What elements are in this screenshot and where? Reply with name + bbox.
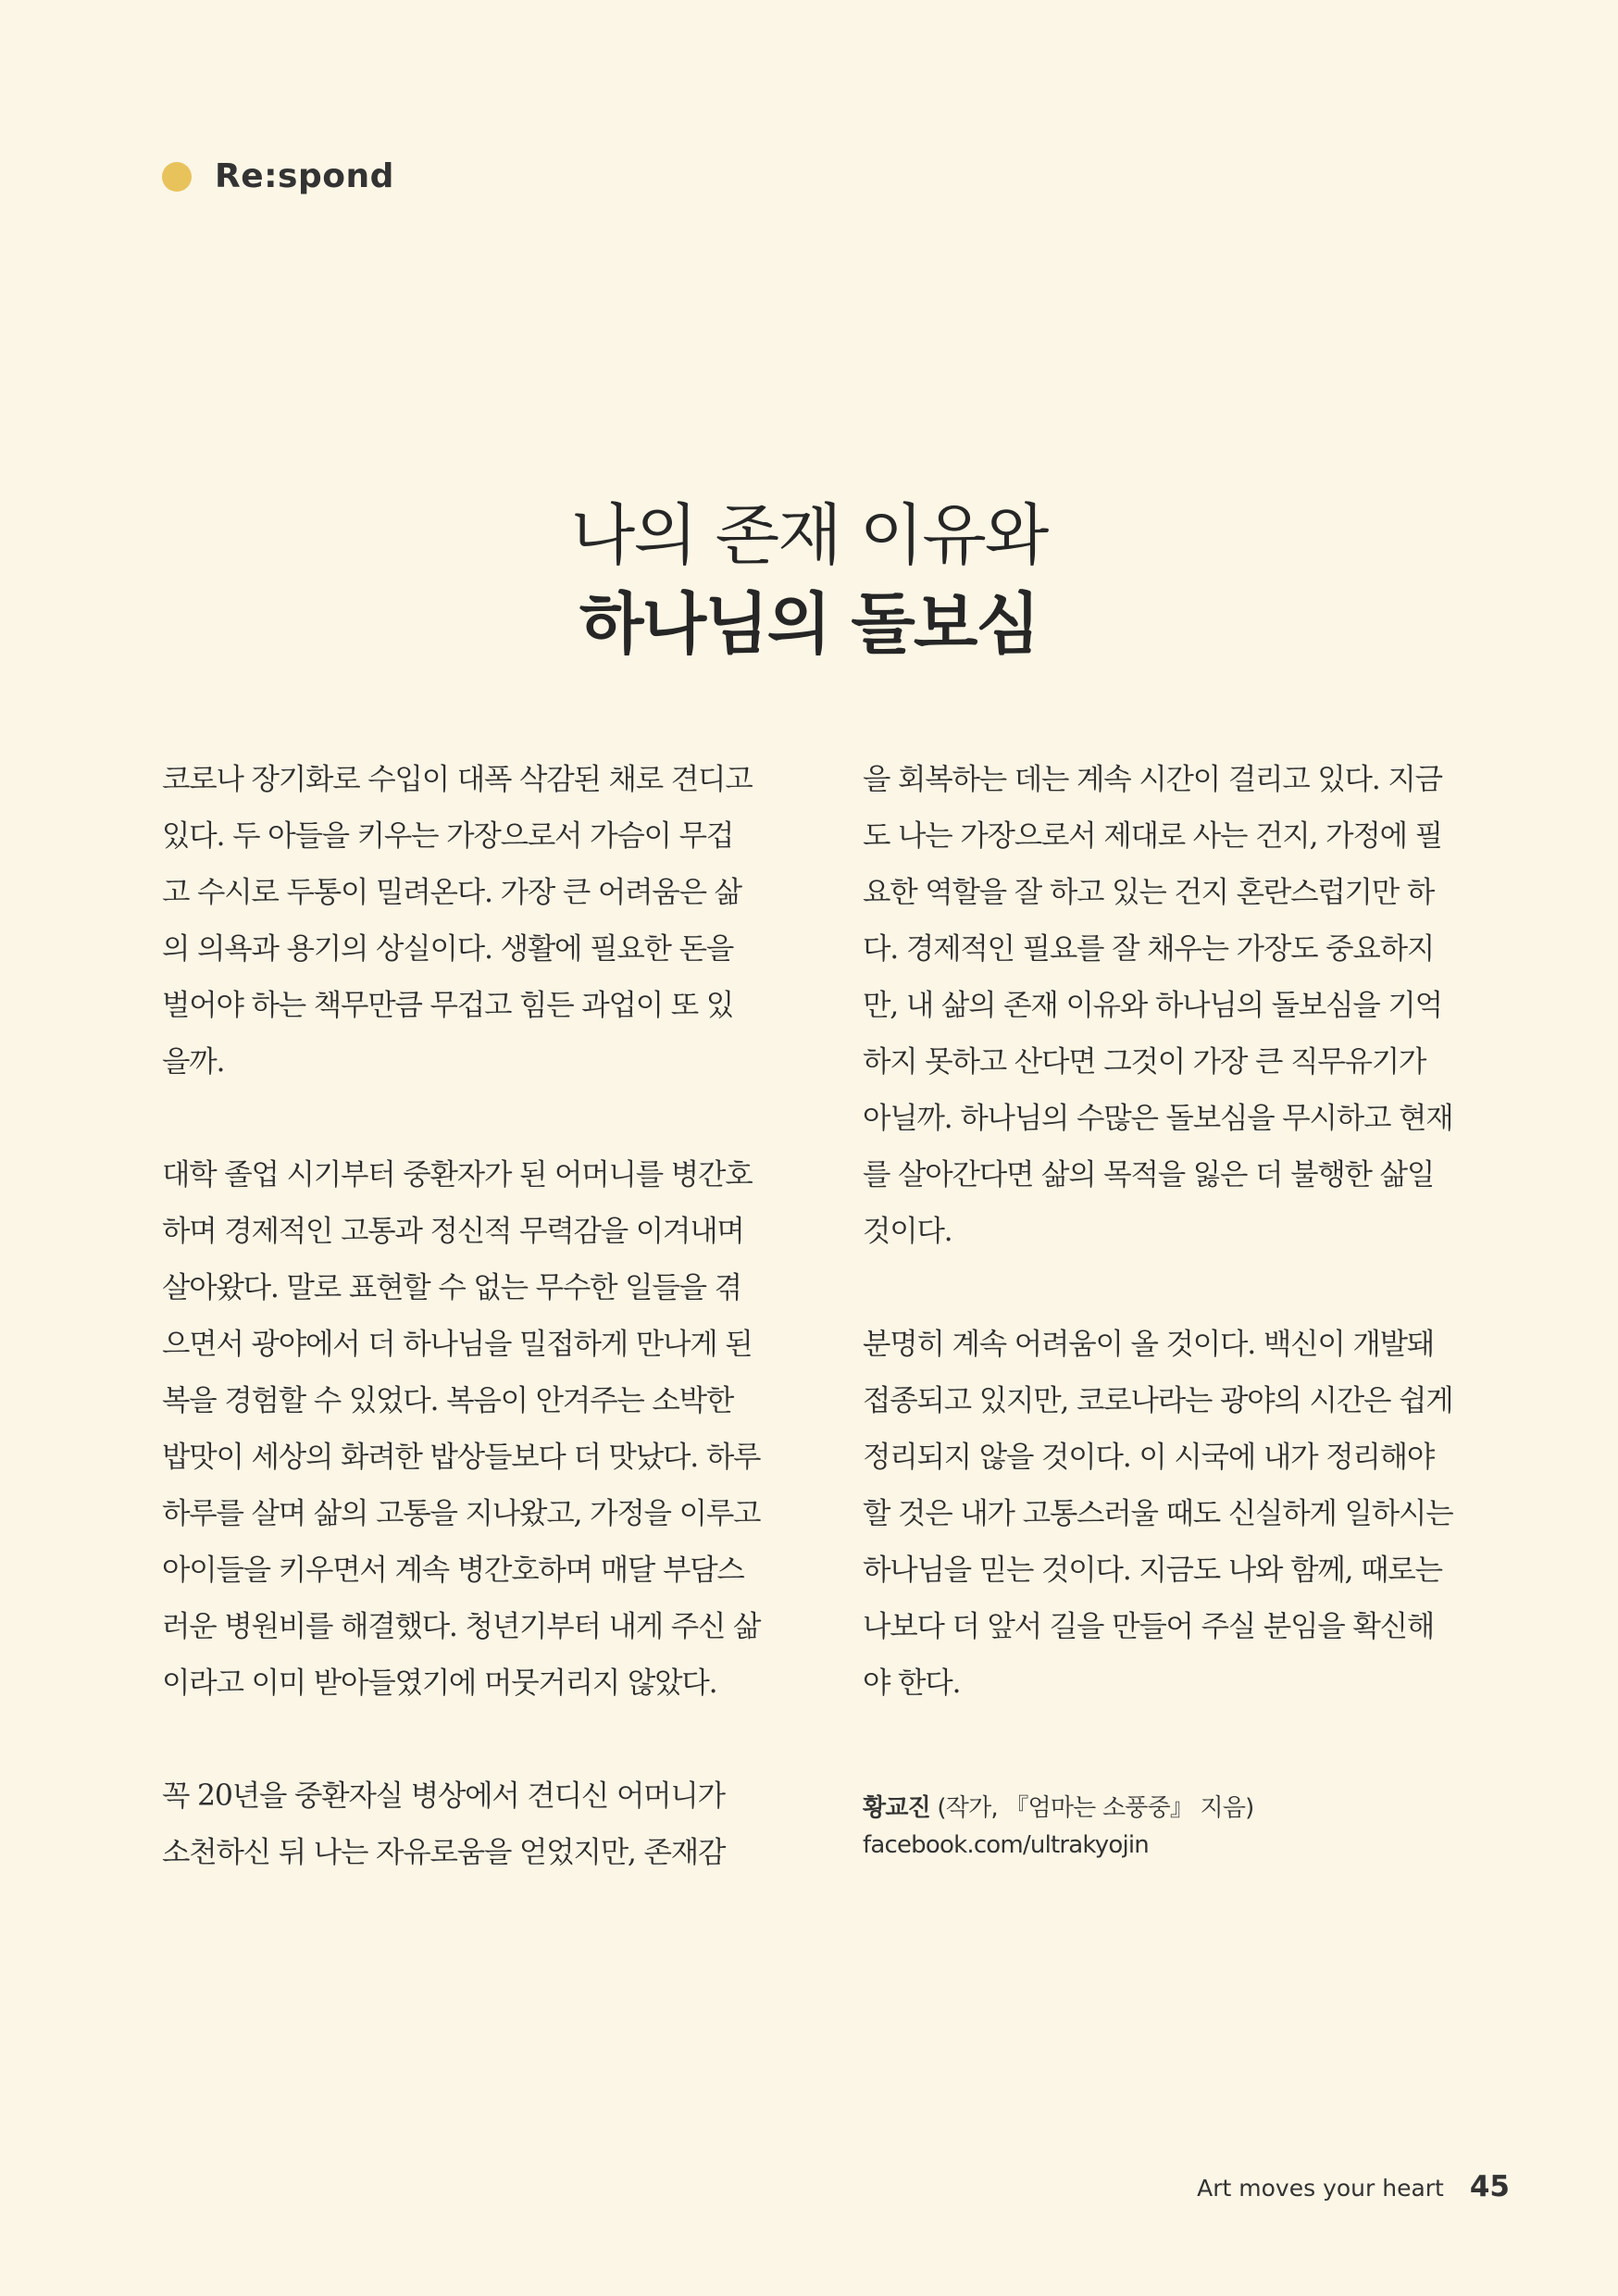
section-header	[162, 157, 394, 195]
author-name: 황교진	[863, 1794, 930, 1822]
text-line: 정리되지 않을 것이다. 이 시국에 내가 정리해야	[863, 1441, 1435, 1474]
text-line: 할 것은 내가 고통스러울 때도 신실하게 일하시는	[863, 1497, 1453, 1530]
text-line: 소천하신 뒤 나는 자유로움을 얻었지만, 존재감	[162, 1836, 726, 1869]
text-line: 하루를 살며 삶의 고통을 지나왔고, 가정을 이루고	[162, 1497, 761, 1530]
section-name: Re:spond	[215, 157, 394, 195]
text-line: 접종되고 있지만, 코로나라는 광야의 시간은 쉽게	[863, 1384, 1453, 1417]
text-line: 도 나는 가장으로서 제대로 사는 건지, 가정에 필	[863, 819, 1442, 853]
text-line: 벌어야 하는 책무만큼 무겁고 힘든 과업이 또 있	[162, 989, 734, 1022]
text-line: 꼭 20년을 중환자실 병상에서 견디신 어머니가	[162, 1779, 725, 1813]
author-description: (작가, 『엄마는 소풍중』 지음)	[937, 1794, 1254, 1822]
text-line: 대학 졸업 시기부터 중환자가 된 어머니를 병간호	[162, 1158, 753, 1192]
paragraph	[162, 1147, 810, 1712]
text-line: 고 수시로 두통이 밀려온다. 가장 큰 어려움은 삶	[162, 876, 741, 909]
text-line: 것이다.	[863, 1215, 952, 1248]
text-line: 러운 병원비를 해결했다. 청년기부터 내게 주신 삶	[162, 1610, 761, 1643]
page-footer	[1197, 2170, 1510, 2203]
title-line-1: 나의 존재 이유와	[570, 496, 1048, 574]
author-block	[863, 1790, 1254, 1864]
page-number: 45	[1469, 2170, 1510, 2203]
text-line: 나보다 더 앞서 길을 만들어 주실 분임을 확신해	[863, 1610, 1435, 1643]
text-line: 아이들을 키우면서 계속 병간호하며 매달 부담스	[162, 1554, 744, 1587]
text-line: 만, 내 삶의 존재 이유와 하나님의 돌보심을 기억	[863, 989, 1442, 1022]
footer-tagline: Art moves your heart	[1197, 2175, 1444, 2202]
author-facebook-link[interactable]: facebook.com/ultrakyojin	[863, 1831, 1149, 1859]
paragraph	[162, 752, 810, 1091]
text-line: 복을 경험할 수 있었다. 복음이 안겨주는 소박한	[162, 1384, 734, 1417]
title-line-2: 하나님의 돌보심	[579, 584, 1039, 663]
text-line: 살아왔다. 말로 표현할 수 없는 무수한 일들을 겪	[162, 1271, 741, 1304]
author-line	[863, 1790, 1254, 1827]
right-column	[863, 752, 1511, 1712]
article-title	[0, 491, 1618, 668]
text-line: 밥맛이 세상의 화려한 밥상들보다 더 맛났다. 하루	[162, 1441, 761, 1474]
text-line: 이라고 이미 받아들였기에 머뭇거리지 않았다.	[162, 1666, 717, 1700]
text-line: 을까.	[162, 1045, 225, 1079]
section-dot-icon	[162, 162, 192, 192]
text-line: 분명히 계속 어려움이 올 것이다. 백신이 개발돼	[863, 1328, 1435, 1361]
paragraph	[863, 1316, 1511, 1712]
text-line: 하나님을 믿는 것이다. 지금도 나와 함께, 때로는	[863, 1554, 1442, 1587]
text-line: 코로나 장기화로 수입이 대폭 삭감된 채로 견디고	[162, 763, 753, 796]
text-line: 야 한다.	[863, 1666, 961, 1700]
text-line: 다. 경제적인 필요를 잘 채우는 가장도 중요하지	[863, 932, 1435, 966]
text-line: 를 살아간다면 삶의 목적을 잃은 더 불행한 삶일	[863, 1158, 1435, 1192]
paragraph	[162, 1768, 810, 1881]
text-line: 아닐까. 하나님의 수많은 돌보심을 무시하고 현재	[863, 1102, 1453, 1135]
text-line: 의 의욕과 용기의 상실이다. 생활에 필요한 돈을	[162, 932, 734, 966]
text-line: 으면서 광야에서 더 하나님을 밀접하게 만나게 된	[162, 1328, 753, 1361]
text-line: 요한 역할을 잘 하고 있는 건지 혼란스럽기만 하	[863, 876, 1435, 909]
paragraph	[863, 752, 1511, 1260]
text-line: 하며 경제적인 고통과 정신적 무력감을 이겨내며	[162, 1215, 744, 1248]
text-line: 하지 못하고 산다면 그것이 가장 큰 직무유기가	[863, 1045, 1426, 1079]
text-line: 있다. 두 아들을 키우는 가장으로서 가슴이 무겁	[162, 819, 734, 853]
left-column	[162, 752, 810, 1881]
text-line: 을 회복하는 데는 계속 시간이 걸리고 있다. 지금	[863, 763, 1442, 796]
